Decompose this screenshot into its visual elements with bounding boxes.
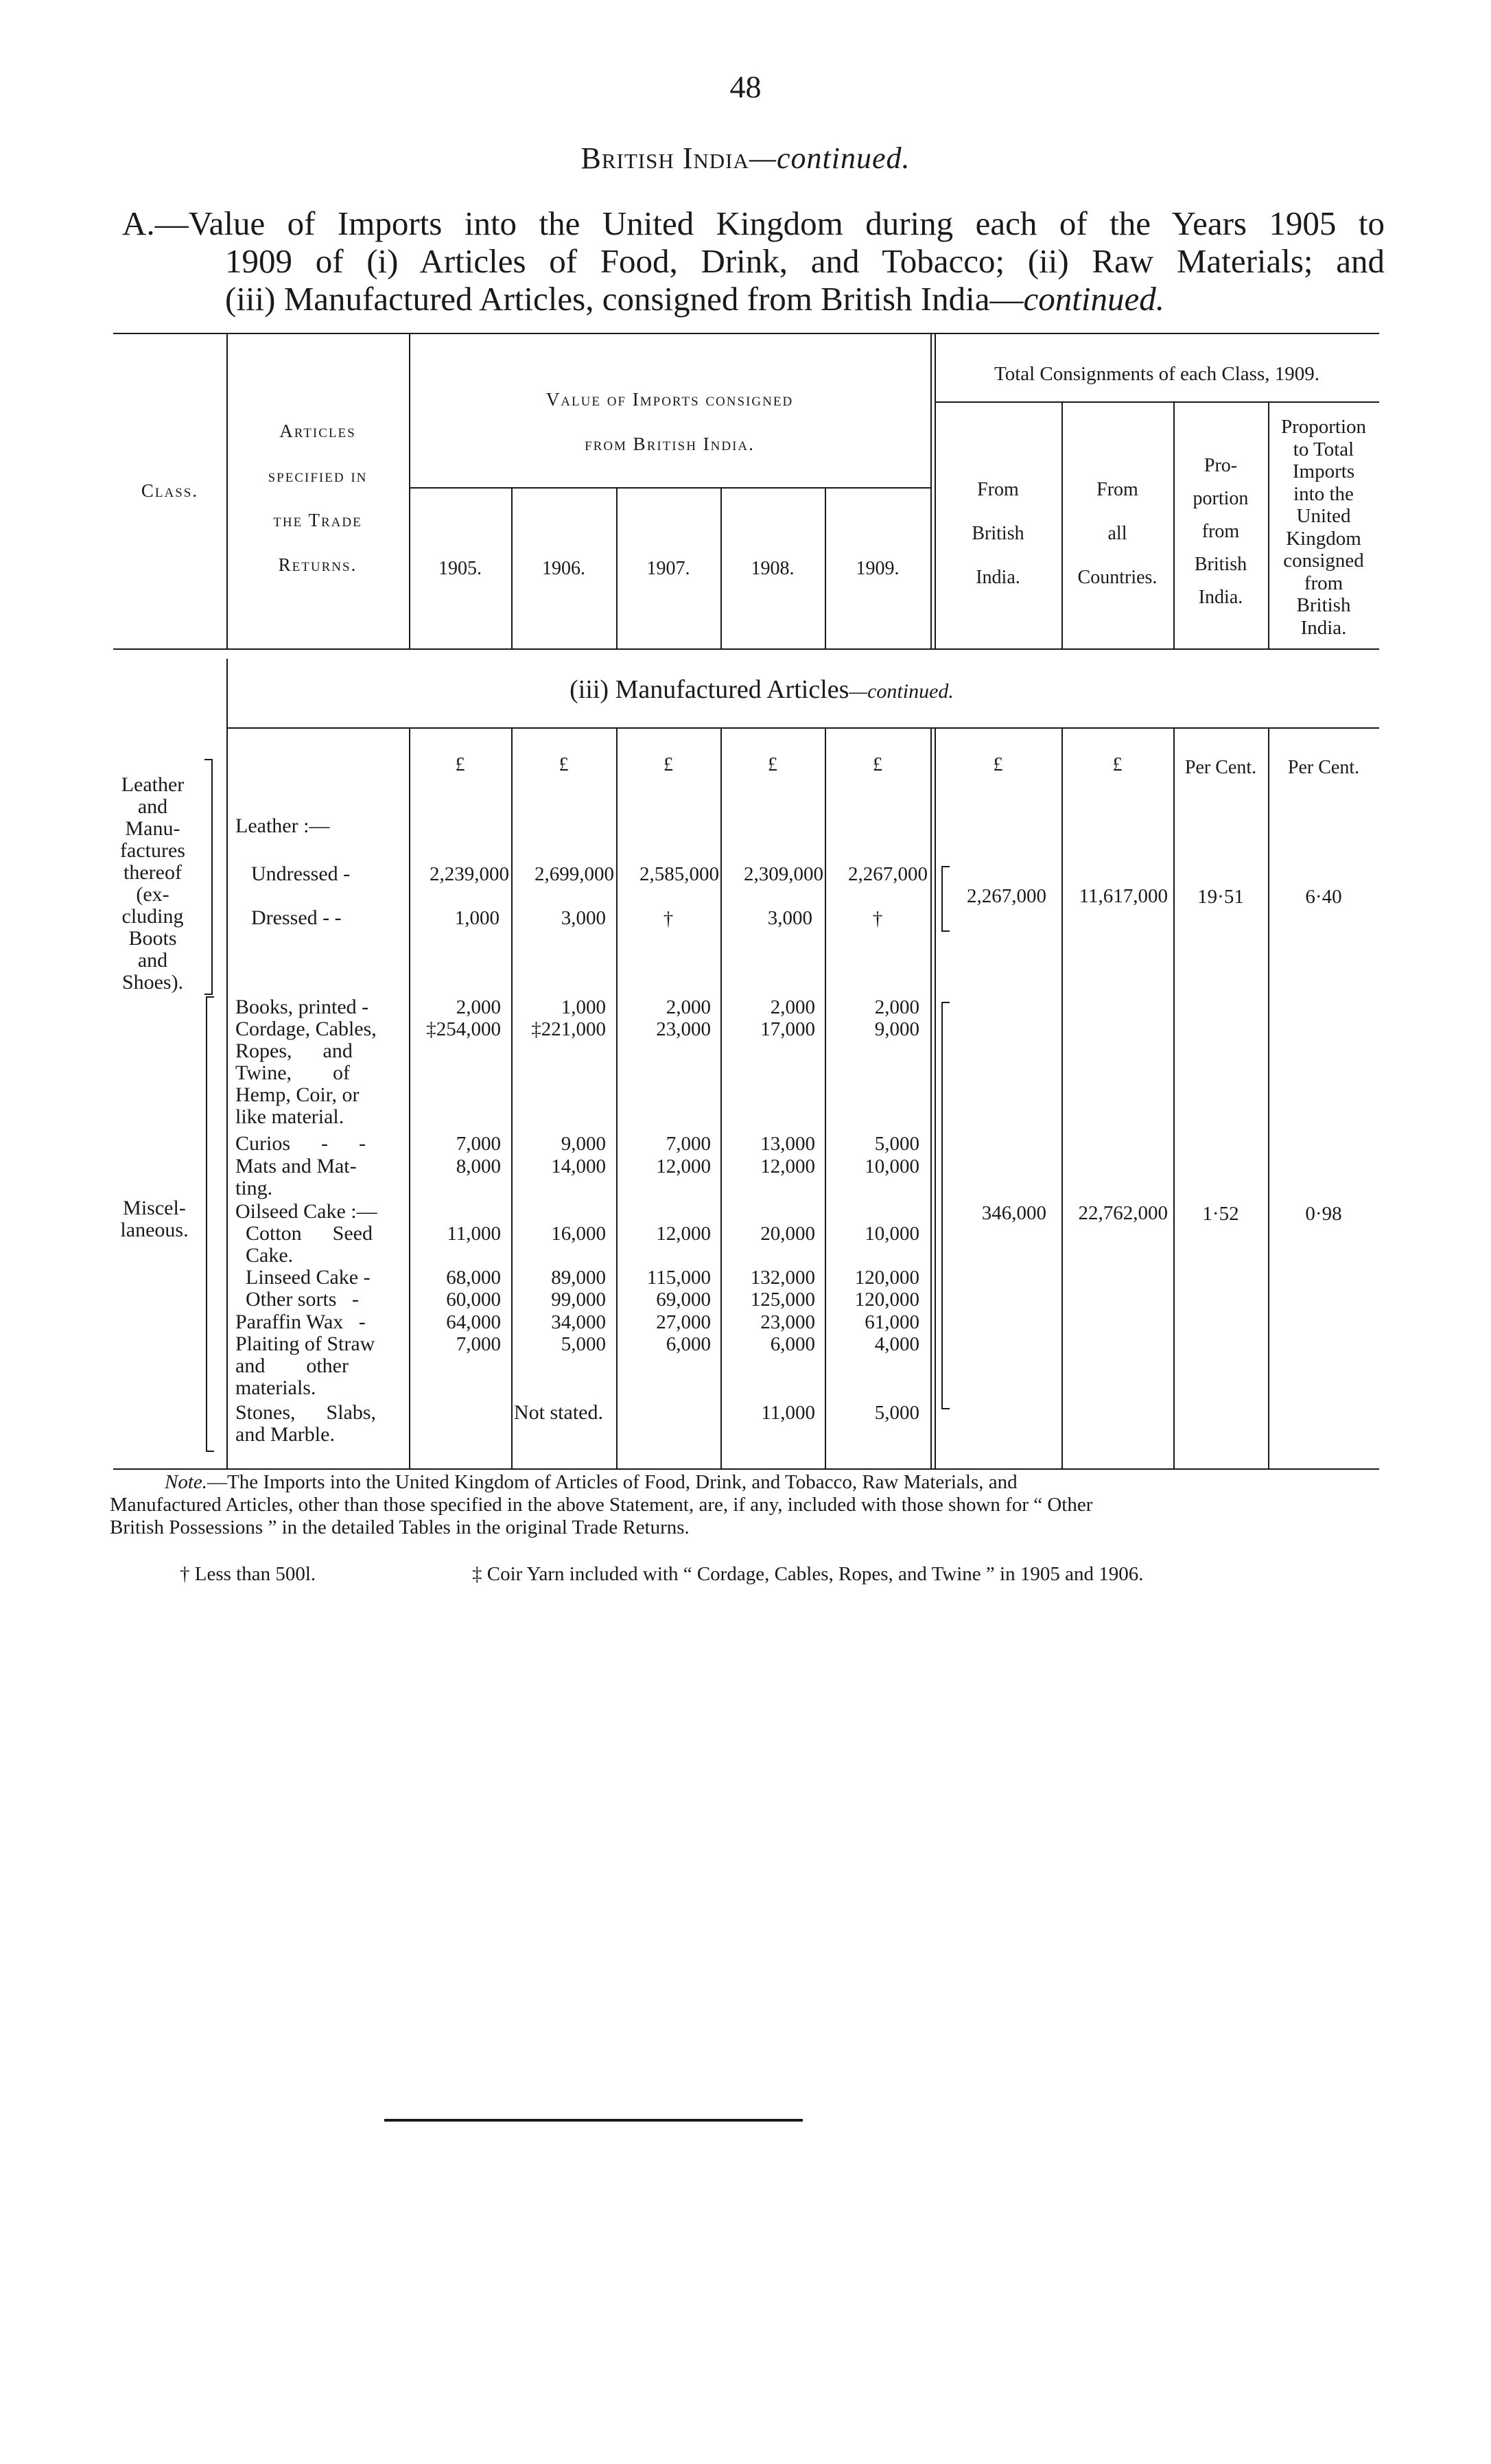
cell-1907: 23,000 <box>656 1018 711 1040</box>
cell-1909: 120,000 <box>854 1289 919 1311</box>
cell-1908: 11,000 <box>761 1402 815 1424</box>
row-label-line: Mats and Mat- <box>235 1155 357 1177</box>
cell-1905: ‡254,000 <box>426 1018 501 1040</box>
vrule-1909-a <box>930 333 932 648</box>
unit-per-cent-proportion: Per Cent. <box>1184 757 1257 778</box>
cell-1906: ‡221,000 <box>531 1018 606 1040</box>
header-proportion-total-line: Kingdom <box>1286 527 1361 550</box>
cell-1906: 9,000 <box>561 1133 606 1155</box>
cell-1905: 60,000 <box>446 1289 501 1311</box>
running-head-country: British India <box>580 141 749 175</box>
cell-1907: 7,000 <box>666 1133 711 1155</box>
cell-1905: 68,000 <box>446 1267 501 1289</box>
cell-1909: 5,000 <box>874 1402 919 1424</box>
leather-class-line: Shoes). <box>121 971 184 994</box>
row-label: Undressed - <box>251 863 351 885</box>
caption-line-3-italic: continued. <box>1023 280 1164 318</box>
header-year-1905: 1905. <box>438 558 482 579</box>
row-label <box>235 1402 376 1446</box>
row-label-line: Cake. <box>235 1244 294 1267</box>
header-articles-line: Returns. <box>278 554 357 575</box>
vrule-1908-body <box>825 729 826 1468</box>
cell-1906: 89,000 <box>551 1267 606 1289</box>
row-label <box>235 1018 377 1128</box>
row-label <box>235 996 368 1018</box>
row-label-line: Stones, Slabs, <box>235 1401 377 1424</box>
leather-class-line: and <box>137 795 168 818</box>
cell-1905: 2,000 <box>456 996 501 1018</box>
vrule-class-body <box>226 659 228 1468</box>
table-bottom-rule <box>113 1468 1379 1470</box>
header-from-british-line: British <box>972 523 1024 544</box>
header-from-all <box>1061 468 1173 600</box>
leather-class-brace <box>204 759 213 995</box>
note-line-3: British Possessions ” in the detailed Tables in the original Trade Returns. <box>110 1516 690 1538</box>
row-label-line: ting. <box>235 1177 273 1199</box>
row-label-line: Cordage, Cables, <box>235 1018 377 1040</box>
row-label <box>235 1201 377 1223</box>
vrule-1905-body <box>511 729 513 1468</box>
misc-brace-left <box>206 996 214 1452</box>
row-label-line: Linseed Cake - <box>235 1266 371 1289</box>
row-label: Dressed - - <box>251 906 342 929</box>
cell-1905: 7,000 <box>456 1333 501 1355</box>
header-value-group-line: Value of Imports consigned <box>545 389 794 410</box>
caption-line-1: A.—Value of Imports into the United Kingdom during each of the Years 1905 to <box>122 204 1385 242</box>
note-lead: Note. <box>165 1471 208 1493</box>
row-label-line: Oilseed Cake :— <box>235 1200 377 1223</box>
cell-1907: 2,000 <box>666 996 711 1018</box>
vrule-1906-body <box>616 729 618 1468</box>
cell-1907: † <box>663 908 674 930</box>
cell-1906: 3,000 <box>561 907 606 929</box>
leather-proportion-total: 6·40 <box>1305 886 1342 908</box>
row-label-line: Hemp, Coir, or <box>235 1083 360 1106</box>
row-label-line: Curios - - <box>235 1132 366 1155</box>
cell-1908: 17,000 <box>760 1018 815 1040</box>
cell-1906: 2,699,000 <box>535 863 614 885</box>
header-proportion-total-line: to Total <box>1293 438 1354 460</box>
leather-class-line: Leather <box>121 773 185 796</box>
cell-1907: 12,000 <box>656 1223 711 1245</box>
misc-class-line: Miscel- <box>123 1197 186 1219</box>
unit-pound-1906: £ <box>559 754 569 775</box>
row-label <box>235 1155 357 1199</box>
header-from-british <box>935 468 1061 600</box>
leather-class-line: factures <box>120 839 185 862</box>
row-label-line: materials. <box>235 1376 316 1399</box>
leather-class-line: (ex- <box>136 883 169 906</box>
header-proportion-total-line: British <box>1296 594 1351 616</box>
header-from-all-line: all <box>1107 523 1127 544</box>
row-label-line: Books, printed - <box>235 996 369 1018</box>
header-proportion-total-line: into the <box>1293 482 1354 505</box>
cell-1906: 99,000 <box>551 1289 606 1311</box>
cell-1905: 8,000 <box>456 1155 501 1177</box>
cell-1909: 9,000 <box>874 1018 919 1040</box>
row-label <box>235 1311 366 1333</box>
row-label <box>235 1289 359 1311</box>
header-value-group-line: from British India. <box>585 434 755 454</box>
section-title-suffix: —continued. <box>849 680 954 703</box>
header-from-all-line: From <box>1096 479 1138 500</box>
row-label-line: Twine, of <box>235 1061 351 1084</box>
cell-1907: 27,000 <box>656 1311 711 1333</box>
header-proportion-total <box>1268 416 1379 639</box>
cell-1907: 69,000 <box>656 1289 711 1311</box>
header-year-1906: 1906. <box>542 558 585 579</box>
header-from-british-line: India. <box>976 567 1020 588</box>
footnote-dagger: † Less than 500l. <box>180 1563 316 1585</box>
cell-1905: 11,000 <box>447 1223 501 1245</box>
header-articles-line: Articles <box>279 421 356 441</box>
section-title <box>226 674 1297 705</box>
note-line-2: Manufactured Articles, other than those specified in the above Statement, are, if any, included with those shown for “ Other <box>110 1494 1093 1516</box>
vrule-articles-body <box>409 729 410 1468</box>
unit-pound-1909: £ <box>873 754 882 775</box>
leather-proportion: 19·51 <box>1197 886 1244 908</box>
cell-1908: 125,000 <box>750 1289 815 1311</box>
row-label-line: Ropes, and <box>235 1040 353 1062</box>
cell-1908: 20,000 <box>760 1223 815 1245</box>
header-proportion-line: from <box>1201 521 1240 542</box>
header-proportion-total-line: Imports <box>1292 460 1355 482</box>
row-label-line: Paraffin Wax - <box>235 1311 366 1333</box>
leather-total-british: 2,267,000 <box>967 885 1046 907</box>
header-proportion-total-line: United <box>1296 505 1351 527</box>
header-proportion-line: Pro- <box>1204 455 1238 476</box>
note <box>110 1471 1372 1539</box>
unit-per-cent-total: Per Cent. <box>1287 757 1360 778</box>
cell-1906: 16,000 <box>551 1223 606 1245</box>
leather-class-line: and <box>137 949 168 972</box>
header-total-group: Total Consignments of each Class, 1909. <box>994 363 1319 385</box>
leather-class-line: thereof <box>124 861 182 884</box>
cell-1909: 61,000 <box>865 1311 919 1333</box>
page-number: 48 <box>729 69 762 104</box>
unit-pound-from-all: £ <box>1112 754 1123 775</box>
row-label <box>235 1133 366 1155</box>
header-proportion-line: British <box>1194 554 1247 575</box>
row-label-line: Other sorts - <box>235 1288 359 1311</box>
cell-1907: 6,000 <box>666 1333 711 1355</box>
cell-1906: 34,000 <box>551 1311 606 1333</box>
header-proportion <box>1173 449 1268 614</box>
header-articles <box>226 409 409 587</box>
end-rule <box>384 2119 803 2122</box>
header-from-british-line: From <box>977 479 1019 500</box>
unit-pound-1907: £ <box>664 754 673 775</box>
header-proportion-total-line: Proportion <box>1280 416 1367 438</box>
cell-1909: † <box>872 908 883 930</box>
footnote-double-dagger: ‡ Coir Yarn included with “ Cordage, Cables, Ropes, and Twine ” in 1905 and 1906. <box>472 1563 1144 1585</box>
cell-1906: 14,000 <box>551 1155 606 1177</box>
row-label-line: and other <box>235 1354 349 1377</box>
header-class: Class. <box>141 480 199 501</box>
leather-group-label: Leather :— <box>235 814 330 837</box>
header-proportion-line: India. <box>1198 587 1243 608</box>
header-articles-line: the Trade <box>273 510 362 530</box>
row-label <box>235 1333 375 1399</box>
cell-1908: 12,000 <box>760 1155 815 1177</box>
row-label <box>235 1267 371 1289</box>
cell-1909: 4,000 <box>874 1333 919 1355</box>
leather-class-line: Manu- <box>125 817 180 840</box>
cell-1906: 1,000 <box>561 996 606 1018</box>
cell-1909: 5,000 <box>874 1133 919 1155</box>
header-articles-line: specified in <box>268 465 368 486</box>
section-title-text: (iii) Manufactured Articles <box>570 675 849 704</box>
cell-1905: 2,239,000 <box>430 863 509 885</box>
cell-1909: 2,000 <box>874 996 919 1018</box>
misc-total-british: 346,000 <box>981 1202 1046 1224</box>
misc-total-all: 22,762,000 <box>1078 1202 1168 1224</box>
row-label <box>235 1223 373 1267</box>
cell-1908: 6,000 <box>770 1333 815 1355</box>
misc-class-line: laneous. <box>120 1219 189 1241</box>
header-from-all-line: Countries. <box>1077 567 1158 588</box>
cell-1908: 132,000 <box>750 1267 815 1289</box>
note-line-1-text: —The Imports into the United Kingdom of Articles of Food, Drink, and Tobacco, Raw Materials, and <box>207 1471 1018 1493</box>
cell-1908: 23,000 <box>760 1311 815 1333</box>
caption-line-2: 1909 of (i) Articles of Food, Drink, and Tobacco; (ii) Raw Materials; and <box>225 242 1385 280</box>
cell-1906: 5,000 <box>561 1333 606 1355</box>
header-proportion-total-line: consigned <box>1283 550 1364 572</box>
cell-1908: 13,000 <box>760 1133 815 1155</box>
vrule-1909-body-a <box>930 729 932 1468</box>
cell-1909: 2,267,000 <box>848 863 928 885</box>
caption-line-3 <box>122 280 1385 318</box>
leather-class-label <box>110 774 196 994</box>
cell-1907: 12,000 <box>656 1155 711 1177</box>
unit-pound-1905: £ <box>455 754 465 775</box>
cell-1906: Not stated. <box>514 1401 603 1424</box>
row-label-line: like material. <box>235 1105 344 1128</box>
misc-proportion: 1·52 <box>1202 1203 1239 1225</box>
cell-1907: 115,000 <box>646 1267 711 1289</box>
vrule-proportion-body <box>1268 729 1269 1468</box>
cell-1907: 2,585,000 <box>639 863 719 885</box>
header-proportion-line: portion <box>1193 488 1249 509</box>
header-year-1908: 1908. <box>751 558 795 579</box>
cell-1905: 64,000 <box>446 1311 501 1333</box>
table-caption <box>122 204 1385 318</box>
cell-1908: 2,000 <box>770 996 815 1018</box>
total-header-rule <box>935 401 1379 403</box>
unit-pound-from-british: £ <box>993 754 1003 775</box>
vrule-from-british-body <box>1061 729 1063 1468</box>
cell-1909: 120,000 <box>854 1267 919 1289</box>
header-proportion-total-line: from <box>1304 572 1343 594</box>
row-label-line: and Marble. <box>235 1423 335 1446</box>
unit-pound-1908: £ <box>768 754 777 775</box>
section-rule <box>226 727 1379 729</box>
leather-class-line: cluding <box>121 905 184 928</box>
cell-1909: 10,000 <box>865 1155 919 1177</box>
vrule-1909-body-b <box>935 729 936 1468</box>
leather-class-line: Boots <box>128 927 177 950</box>
header-value-group <box>409 377 930 467</box>
running-head-suffix: —continued. <box>749 141 911 175</box>
year-header-rule <box>409 487 932 489</box>
misc-proportion-total: 0·98 <box>1305 1203 1342 1225</box>
cell-1908: 3,000 <box>767 907 812 929</box>
running-head <box>0 141 1491 176</box>
leather-total-all: 11,617,000 <box>1079 885 1168 907</box>
cell-1909: 10,000 <box>865 1223 919 1245</box>
cell-1905: 1,000 <box>454 907 500 929</box>
cell-1905: 7,000 <box>456 1133 501 1155</box>
row-label-line: Plaiting of Straw <box>235 1333 375 1355</box>
caption-line-3-text: (iii) Manufactured Articles, consigned from British India— <box>225 280 1024 318</box>
cell-1908: 2,309,000 <box>744 863 823 885</box>
vrule-1907-body <box>720 729 722 1468</box>
header-proportion-total-line: India. <box>1300 616 1347 639</box>
vrule-from-all-body <box>1173 729 1175 1468</box>
header-year-1907: 1907. <box>646 558 690 579</box>
header-bottom-rule <box>113 648 1379 650</box>
note-line-1 <box>110 1471 1372 1494</box>
misc-class-label <box>110 1197 199 1241</box>
table-top-rule <box>113 333 1379 334</box>
row-label-line: Cotton Seed <box>235 1222 373 1245</box>
header-year-1909: 1909. <box>856 558 900 579</box>
